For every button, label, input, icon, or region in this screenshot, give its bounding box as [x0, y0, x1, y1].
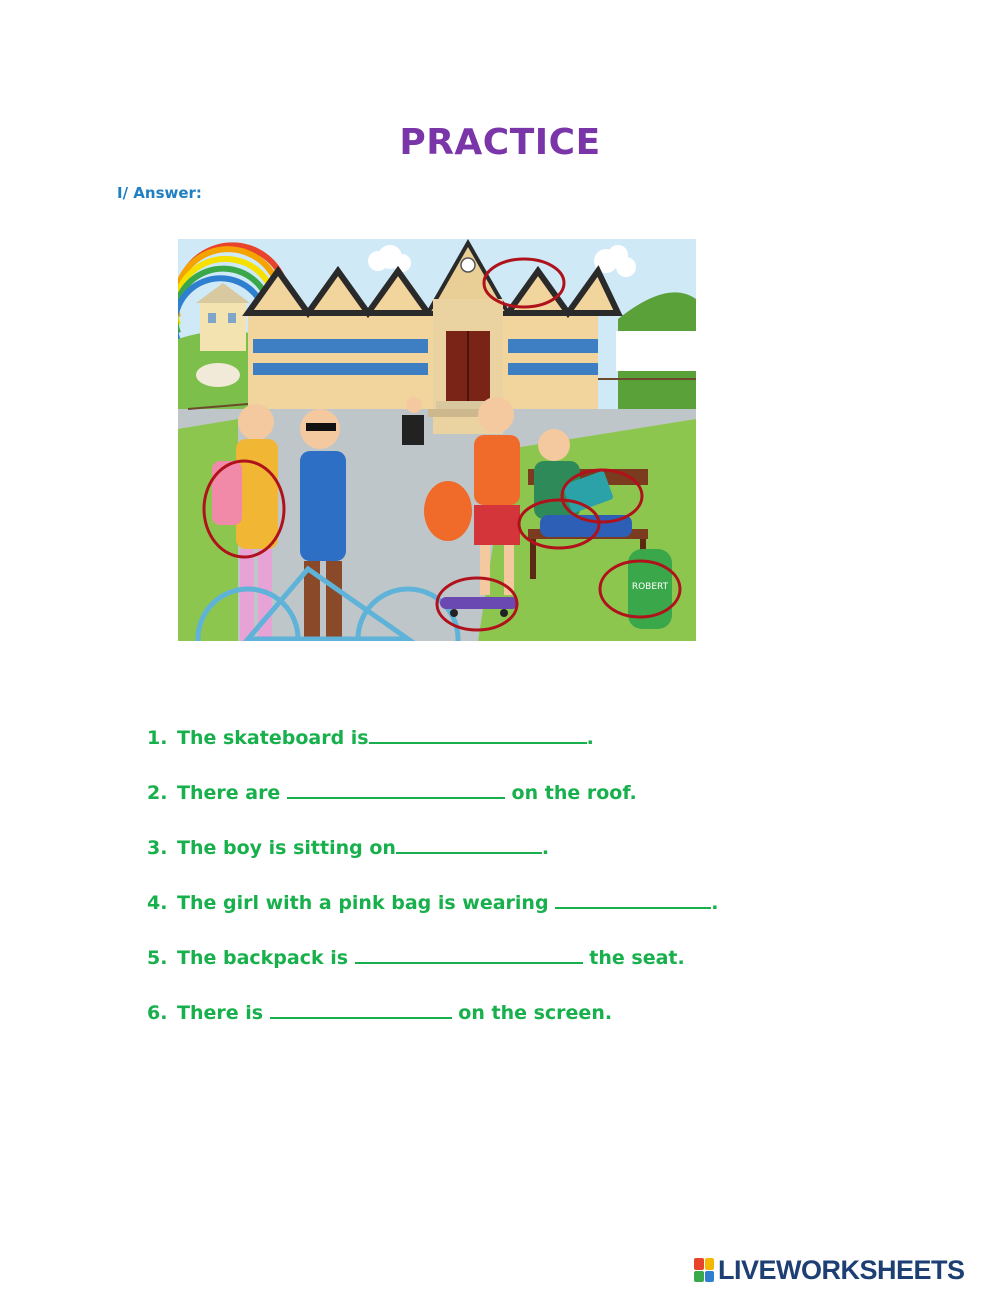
question-6: 6. There is on the screen.	[147, 997, 718, 1052]
answer-field-5[interactable]	[355, 942, 583, 964]
question-3: 3. The boy is sitting on .	[147, 832, 718, 887]
page-title: PRACTICE	[399, 122, 601, 163]
answer-field-2[interactable]	[287, 777, 505, 799]
question-2: 2. There are on the roof.	[147, 777, 718, 832]
question-5: 5. The backpack is the seat.	[147, 942, 718, 997]
backpack-name-tag: ROBERT	[631, 582, 669, 592]
school-scene-illustration	[178, 239, 696, 641]
logo-mark-icon	[694, 1258, 714, 1282]
liveworksheets-logo	[694, 1255, 965, 1285]
question-list	[147, 722, 718, 1052]
answer-field-1[interactable]	[369, 722, 587, 744]
question-1: 1. The skateboard is .	[147, 722, 718, 777]
answer-field-4[interactable]	[555, 887, 711, 909]
logo-text: LIVEWORKSHEETS	[718, 1254, 965, 1285]
answer-field-6[interactable]	[270, 997, 452, 1019]
logo-square-yellow	[705, 1258, 715, 1270]
logo-square-green	[694, 1271, 704, 1283]
logo-square-red	[694, 1258, 704, 1270]
section-label: I/ Answer:	[117, 184, 202, 202]
logo-square-blue	[705, 1271, 715, 1283]
answer-field-3[interactable]	[396, 832, 542, 854]
question-4: 4. The girl with a pink bag is wearing .	[147, 887, 718, 942]
